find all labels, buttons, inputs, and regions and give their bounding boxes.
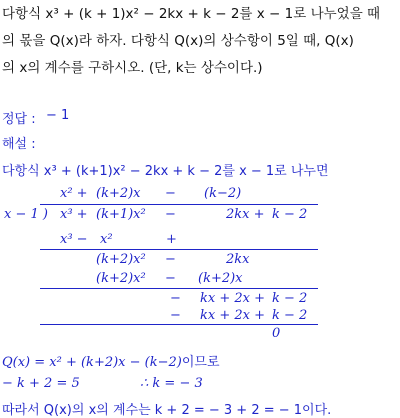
quotient-term-1: x² + [60,186,88,201]
dividend-term-3: − [165,207,176,222]
step2-term-2: − [165,271,176,286]
division-bar [40,204,318,205]
step1-term-1: x³ − [60,232,88,247]
explanation-intro: 다항식 x³ + (k+1)x² − 2kx + k − 2를 x − 1로 나누면 [2,164,329,179]
divisor: x − 1 ) [4,207,48,222]
step3-term-2: kx + 2x + [200,308,265,323]
rem2-term-3: k − 2 [272,291,308,306]
divider-2 [40,288,318,289]
rem1-term-1: (k+2)x² [96,252,146,267]
rem1-term-2: − [165,252,176,267]
conclusion-line-1 [2,351,220,370]
problem-line-3: 의 x의 계수를 구하시오. (단, k는 상수이다.) [2,60,263,76]
dividend-term-5: k − 2 [272,207,308,222]
step1-term-3: + [166,232,177,247]
step3-term-3: k − 2 [272,308,308,323]
rem1-term-3: 2kx [226,252,250,267]
dividend-term-4: 2kx + [226,207,265,222]
rem2-term-2: kx + 2x + [200,291,265,306]
answer-value: − 1 [46,108,70,123]
rem2-term-1: − [170,291,181,306]
answer-label: 정답 : [2,112,36,127]
quotient-term-4: (k−2) [204,186,242,201]
divider-3 [40,324,318,325]
problem-line-1: 다항식 x³ + (k + 1)x² − 2kx + k − 2를 x − 1로 나누었을 때 [2,6,381,22]
divider-1 [40,249,318,250]
step2-term-1: (k+2)x² [96,271,146,286]
quotient-expression: Q(x) = x² + (k+2)x − (k−2) [2,355,182,370]
dividend-term-2: (k+1)x² [96,207,146,222]
quotient-term-3: − [165,186,176,201]
final-conclusion: 따라서 Q(x)의 x의 계수는 k + 2 = − 3 + 2 = − 1이다. [2,403,332,418]
explanation-label: 해설 : [2,137,36,152]
quotient-term-2: (k+2)x [96,186,141,201]
equation-right: ∴ k = − 3 [140,376,203,391]
step3-term-1: − [170,308,181,323]
step1-term-2: x² [100,232,113,247]
remainder-zero: 0 [272,326,281,341]
dividend-term-1: x³ + [60,207,88,222]
equation-left: − k + 2 = 5 [2,376,80,391]
conclusion-tail: 이므로 [181,355,220,370]
problem-line-2: 의 몫을 Q(x)라 하자. 다항식 Q(x)의 상수항이 5일 때, Q(x) [2,33,354,49]
step2-term-3: (k+2)x [198,271,243,286]
